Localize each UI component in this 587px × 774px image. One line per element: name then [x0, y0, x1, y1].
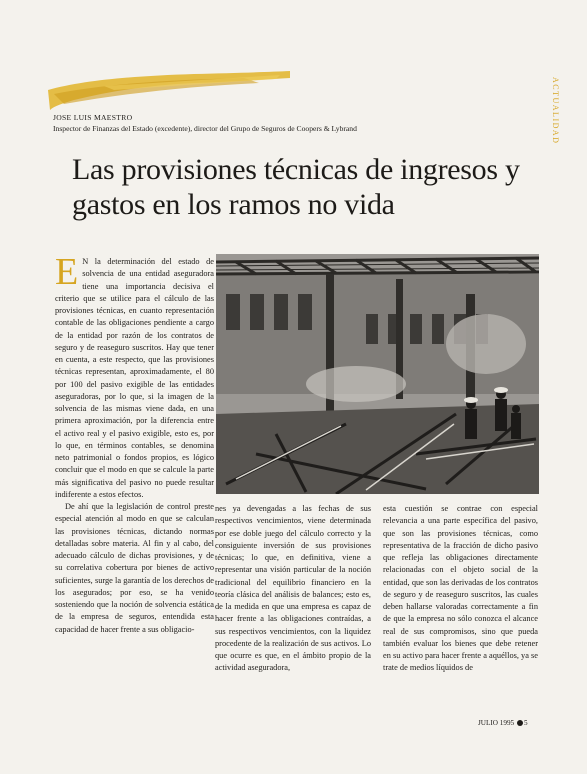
paragraph-2: De ahí que la legislación de control preste especial atención al modo en que se calculan las provisiones técnicas, dictando normas detalladas sobre materia. Al fin y al cabo, del adecuado cálculo de dichas provisiones, y de su correlativa cobertura por bienes de activo suficientes, surge la garantía de los derechos de los asegurados; por eso, se ha venido sosteniendo que la noción de solvencia estática de la empresa de seguros, entendida esta capacidad de hacer frente a sus obligacio- [55, 502, 214, 634]
page-number: 5 [523, 719, 528, 727]
bullet-icon [517, 720, 523, 726]
paragraph-1 [55, 251, 214, 501]
author-name: JOSE LUIS MAESTRO [53, 113, 133, 122]
author-affiliation: Inspector de Finanzas del Estado (excedente), director del Grupo de Seguros de Coopers & Lybrand [53, 124, 357, 133]
accent-brush-stroke [44, 70, 292, 114]
section-label: ACTUALIDAD [551, 77, 560, 145]
body-column-2 [215, 503, 371, 675]
paragraph-3: nes ya devengadas a las fechas de sus respectivos vencimientos, viene determinada por ese doble juego del cálculo correcto y la consiguiente inversión de sus provisiones técnicas; lo que, en definitiva, viene a representar una visión particular de la noción tradicional del equilibrio financiero en la teoría clásica del análisis de balances; esto es, de la medida en que una empresa es capaz de hacer frente a las obligaciones contraídas, a sus respectivos vencimientos, con la liquidez procedente de la realización de sus activos. Lo que ocurre es que, en el ámbito propio de la actividad aseguradora, [215, 504, 371, 673]
paragraph-4: esta cuestión se contrae con especial relevancia a una parte específica del pasivo, que son las provisiones técnicas, como representativa de la fracción de dicho pasivo que refleja las obligaciones directamente relacionadas con el objeto social de la entidad, que son las derivadas de los contratos de seguro y de reaseguro suscritos, las cuales deben hallarse valoradas correctamente a fin de que la empresa no sólo conozca el alcance real de sus compromisos, sino que pueda también evaluar los bienes que debe retener en su activo para hacer frente a aquéllos, ya se trate de medios líquidos de [383, 504, 538, 673]
body-column-3 [383, 503, 538, 675]
article-title: Las provisiones técnicas de ingresos y gastos en los ramos no vida [72, 153, 520, 221]
body-column-1 [55, 251, 214, 636]
article-illustration [216, 254, 539, 494]
drop-cap: E [55, 251, 79, 293]
paragraph-1-text: N la determinación del estado de solvencia de una entidad aseguradora tiene una importancia decisiva el criterio que se utilice para el cálculo de las provisiones técnicas, en cuanto representación contable de las obligaciones pendiente a cargo de la entidad por razón de los contratos de seguro y de reaseguro suscritos. Hay que tener en cuenta, a este respecto, que las provisiones técnicas representan, aproximadamente, el 80 por 100 del pasivo exigible de las entidades aseguradoras, por lo que, si la imagen de la solvencia de las mismas viene dada, en una primera aproximación, por la diferencia entre el activo real y el pasivo exigible, esto es, por lo que, en términos contables, se denomina neto patrimonial o fondos propios, es lógico concluir que el modo en que se calcule la parte más significativa del pasivo no puede resultar indiferente a estos efectos. [55, 257, 214, 499]
page-footer [478, 719, 528, 727]
footer-date: JULIO 1995 [478, 719, 515, 727]
